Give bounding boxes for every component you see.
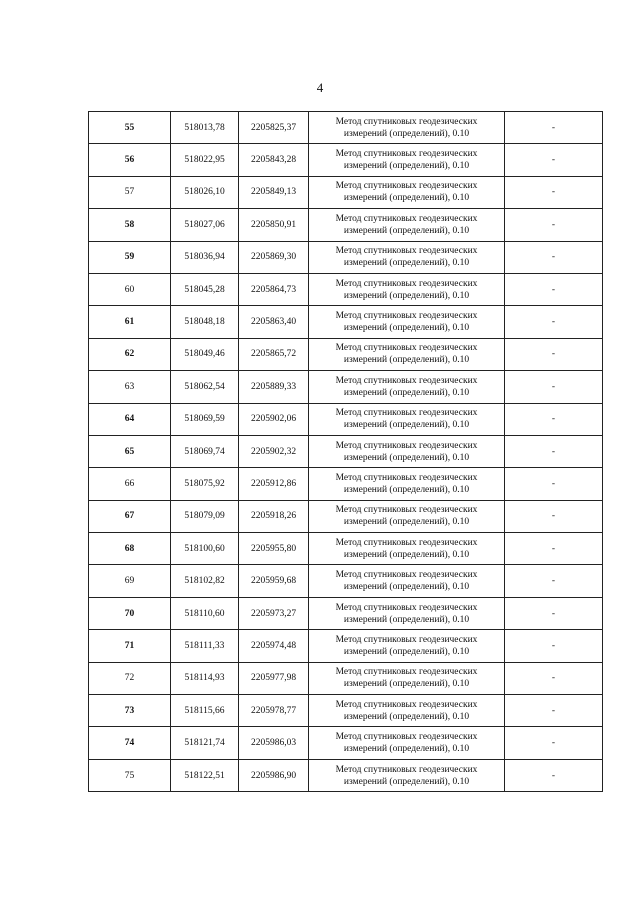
method-line-2: измерений (определений), 0.10	[343, 711, 470, 722]
method-line-2: измерений (определений), 0.10	[343, 258, 470, 269]
y-coordinate-cell: 2205843,28	[239, 144, 309, 176]
table-row	[89, 662, 603, 694]
y-coordinate-cell: 2205978,77	[239, 695, 309, 727]
method-cell	[309, 597, 505, 629]
description-cell: -	[505, 144, 603, 176]
x-coordinate-cell: 518062,54	[171, 371, 239, 403]
method-cell	[309, 727, 505, 759]
x-coordinate-cell: 518049,46	[171, 338, 239, 370]
method-line-2: измерений (определений), 0.10	[343, 323, 470, 334]
method-line-1: Метод спутниковых геодезических	[335, 667, 478, 678]
table-row	[89, 144, 603, 176]
method-cell	[309, 435, 505, 467]
method-line-1: Метод спутниковых геодезических	[335, 213, 478, 224]
method-line-1: Метод спутниковых геодезических	[335, 181, 478, 192]
description-cell: -	[505, 338, 603, 370]
method-cell	[309, 630, 505, 662]
table-row	[89, 597, 603, 629]
method-line-2: измерений (определений), 0.10	[343, 161, 470, 172]
table-row	[89, 533, 603, 565]
method-line-2: измерений (определений), 0.10	[343, 193, 470, 204]
point-number-cell: 65	[89, 435, 171, 467]
method-line-1: Метод спутниковых геодезических	[335, 537, 478, 548]
y-coordinate-cell: 2205977,98	[239, 662, 309, 694]
y-coordinate-cell: 2205863,40	[239, 306, 309, 338]
method-line-2: измерений (определений), 0.10	[343, 776, 470, 787]
description-cell: -	[505, 759, 603, 791]
method-line-2: измерений (определений), 0.10	[343, 582, 470, 593]
y-coordinate-cell: 2205889,33	[239, 371, 309, 403]
x-coordinate-cell: 518102,82	[171, 565, 239, 597]
method-cell	[309, 403, 505, 435]
method-line-1: Метод спутниковых геодезических	[335, 149, 478, 160]
description-cell: -	[505, 371, 603, 403]
method-line-1: Метод спутниковых геодезических	[335, 375, 478, 386]
description-cell: -	[505, 209, 603, 241]
method-line-2: измерений (определений), 0.10	[343, 387, 470, 398]
method-cell	[309, 662, 505, 694]
x-coordinate-cell: 518110,60	[171, 597, 239, 629]
method-cell	[309, 500, 505, 532]
x-coordinate-cell: 518069,74	[171, 435, 239, 467]
method-cell	[309, 144, 505, 176]
method-line-1: Метод спутниковых геодезических	[335, 570, 478, 581]
y-coordinate-cell: 2205869,30	[239, 241, 309, 273]
x-coordinate-cell: 518013,78	[171, 112, 239, 144]
x-coordinate-cell: 518111,33	[171, 630, 239, 662]
method-line-1: Метод спутниковых геодезических	[335, 116, 478, 127]
x-coordinate-cell: 518048,18	[171, 306, 239, 338]
table-row	[89, 112, 603, 144]
point-number-cell: 56	[89, 144, 171, 176]
method-line-1: Метод спутниковых геодезических	[335, 732, 478, 743]
method-cell	[309, 565, 505, 597]
point-number-cell: 57	[89, 176, 171, 208]
point-number-cell: 55	[89, 112, 171, 144]
point-number-cell: 61	[89, 306, 171, 338]
method-line-2: измерений (определений), 0.10	[343, 679, 470, 690]
point-number-cell: 58	[89, 209, 171, 241]
x-coordinate-cell: 518121,74	[171, 727, 239, 759]
table-row	[89, 727, 603, 759]
x-coordinate-cell: 518100,60	[171, 533, 239, 565]
method-cell	[309, 241, 505, 273]
point-number-cell: 70	[89, 597, 171, 629]
y-coordinate-cell: 2205959,68	[239, 565, 309, 597]
y-coordinate-cell: 2205849,13	[239, 176, 309, 208]
table-row	[89, 468, 603, 500]
method-line-1: Метод спутниковых геодезических	[335, 699, 478, 710]
x-coordinate-cell: 518036,94	[171, 241, 239, 273]
description-cell: -	[505, 500, 603, 532]
method-line-2: измерений (определений), 0.10	[343, 549, 470, 560]
method-line-2: измерений (определений), 0.10	[343, 646, 470, 657]
point-number-cell: 67	[89, 500, 171, 532]
point-number-cell: 71	[89, 630, 171, 662]
description-cell: -	[505, 533, 603, 565]
method-line-2: измерений (определений), 0.10	[343, 517, 470, 528]
method-line-2: измерений (определений), 0.10	[343, 614, 470, 625]
table-row	[89, 500, 603, 532]
y-coordinate-cell: 2205825,37	[239, 112, 309, 144]
coordinates-table	[88, 111, 603, 792]
page-number: 4	[316, 80, 324, 95]
method-line-1: Метод спутниковых геодезических	[335, 505, 478, 516]
description-cell: -	[505, 112, 603, 144]
method-cell	[309, 112, 505, 144]
y-coordinate-cell: 2205986,90	[239, 759, 309, 791]
description-cell: -	[505, 403, 603, 435]
y-coordinate-cell: 2205974,48	[239, 630, 309, 662]
method-cell	[309, 306, 505, 338]
table-row	[89, 695, 603, 727]
description-cell: -	[505, 565, 603, 597]
description-cell: -	[505, 662, 603, 694]
description-cell: -	[505, 273, 603, 305]
y-coordinate-cell: 2205850,91	[239, 209, 309, 241]
table-row	[89, 435, 603, 467]
point-number-cell: 63	[89, 371, 171, 403]
x-coordinate-cell: 518075,92	[171, 468, 239, 500]
method-line-2: измерений (определений), 0.10	[343, 484, 470, 495]
description-cell: -	[505, 435, 603, 467]
point-number-cell: 62	[89, 338, 171, 370]
x-coordinate-cell: 518079,09	[171, 500, 239, 532]
table-row	[89, 338, 603, 370]
method-line-1: Метод спутниковых геодезических	[335, 602, 478, 613]
x-coordinate-cell: 518026,10	[171, 176, 239, 208]
point-number-cell: 59	[89, 241, 171, 273]
table-row	[89, 371, 603, 403]
method-line-2: измерений (определений), 0.10	[343, 128, 470, 139]
table-row	[89, 273, 603, 305]
method-cell	[309, 209, 505, 241]
method-line-2: измерений (определений), 0.10	[343, 452, 470, 463]
x-coordinate-cell: 518115,66	[171, 695, 239, 727]
description-cell: -	[505, 630, 603, 662]
table-row	[89, 565, 603, 597]
method-line-1: Метод спутниковых геодезических	[335, 472, 478, 483]
description-cell: -	[505, 597, 603, 629]
method-line-2: измерений (определений), 0.10	[343, 290, 470, 301]
point-number-cell: 73	[89, 695, 171, 727]
table-row	[89, 403, 603, 435]
y-coordinate-cell: 2205902,32	[239, 435, 309, 467]
method-line-1: Метод спутниковых геодезических	[335, 343, 478, 354]
method-line-1: Метод спутниковых геодезических	[335, 311, 478, 322]
y-coordinate-cell: 2205902,06	[239, 403, 309, 435]
method-cell	[309, 176, 505, 208]
y-coordinate-cell: 2205912,86	[239, 468, 309, 500]
method-line-2: измерений (определений), 0.10	[343, 355, 470, 366]
method-cell	[309, 695, 505, 727]
y-coordinate-cell: 2205918,26	[239, 500, 309, 532]
method-line-2: измерений (определений), 0.10	[343, 225, 470, 236]
method-cell	[309, 371, 505, 403]
method-line-2: измерений (определений), 0.10	[343, 744, 470, 755]
table-row	[89, 630, 603, 662]
point-number-cell: 68	[89, 533, 171, 565]
description-cell: -	[505, 695, 603, 727]
table-row	[89, 209, 603, 241]
y-coordinate-cell: 2205973,27	[239, 597, 309, 629]
description-cell: -	[505, 176, 603, 208]
method-line-2: измерений (определений), 0.10	[343, 420, 470, 431]
point-number-cell: 66	[89, 468, 171, 500]
point-number-cell: 72	[89, 662, 171, 694]
method-line-1: Метод спутниковых геодезических	[335, 278, 478, 289]
method-cell	[309, 273, 505, 305]
description-cell: -	[505, 241, 603, 273]
method-line-1: Метод спутниковых геодезических	[335, 634, 478, 645]
method-line-1: Метод спутниковых геодезических	[335, 764, 478, 775]
method-line-1: Метод спутниковых геодезических	[335, 440, 478, 451]
description-cell: -	[505, 468, 603, 500]
point-number-cell: 74	[89, 727, 171, 759]
x-coordinate-cell: 518069,59	[171, 403, 239, 435]
method-line-1: Метод спутниковых геодезических	[335, 246, 478, 257]
y-coordinate-cell: 2205986,03	[239, 727, 309, 759]
table-row	[89, 176, 603, 208]
table-row	[89, 306, 603, 338]
x-coordinate-cell: 518027,06	[171, 209, 239, 241]
y-coordinate-cell: 2205864,73	[239, 273, 309, 305]
method-cell	[309, 759, 505, 791]
x-coordinate-cell: 518114,93	[171, 662, 239, 694]
y-coordinate-cell: 2205865,72	[239, 338, 309, 370]
method-cell	[309, 338, 505, 370]
table-row	[89, 759, 603, 791]
method-cell	[309, 468, 505, 500]
point-number-cell: 69	[89, 565, 171, 597]
x-coordinate-cell: 518022,95	[171, 144, 239, 176]
table-row	[89, 241, 603, 273]
method-line-1: Метод спутниковых геодезических	[335, 408, 478, 419]
x-coordinate-cell: 518045,28	[171, 273, 239, 305]
method-cell	[309, 533, 505, 565]
point-number-cell: 60	[89, 273, 171, 305]
coordinates-table-body	[89, 112, 603, 792]
y-coordinate-cell: 2205955,80	[239, 533, 309, 565]
point-number-cell: 75	[89, 759, 171, 791]
x-coordinate-cell: 518122,51	[171, 759, 239, 791]
description-cell: -	[505, 306, 603, 338]
description-cell: -	[505, 727, 603, 759]
point-number-cell: 64	[89, 403, 171, 435]
